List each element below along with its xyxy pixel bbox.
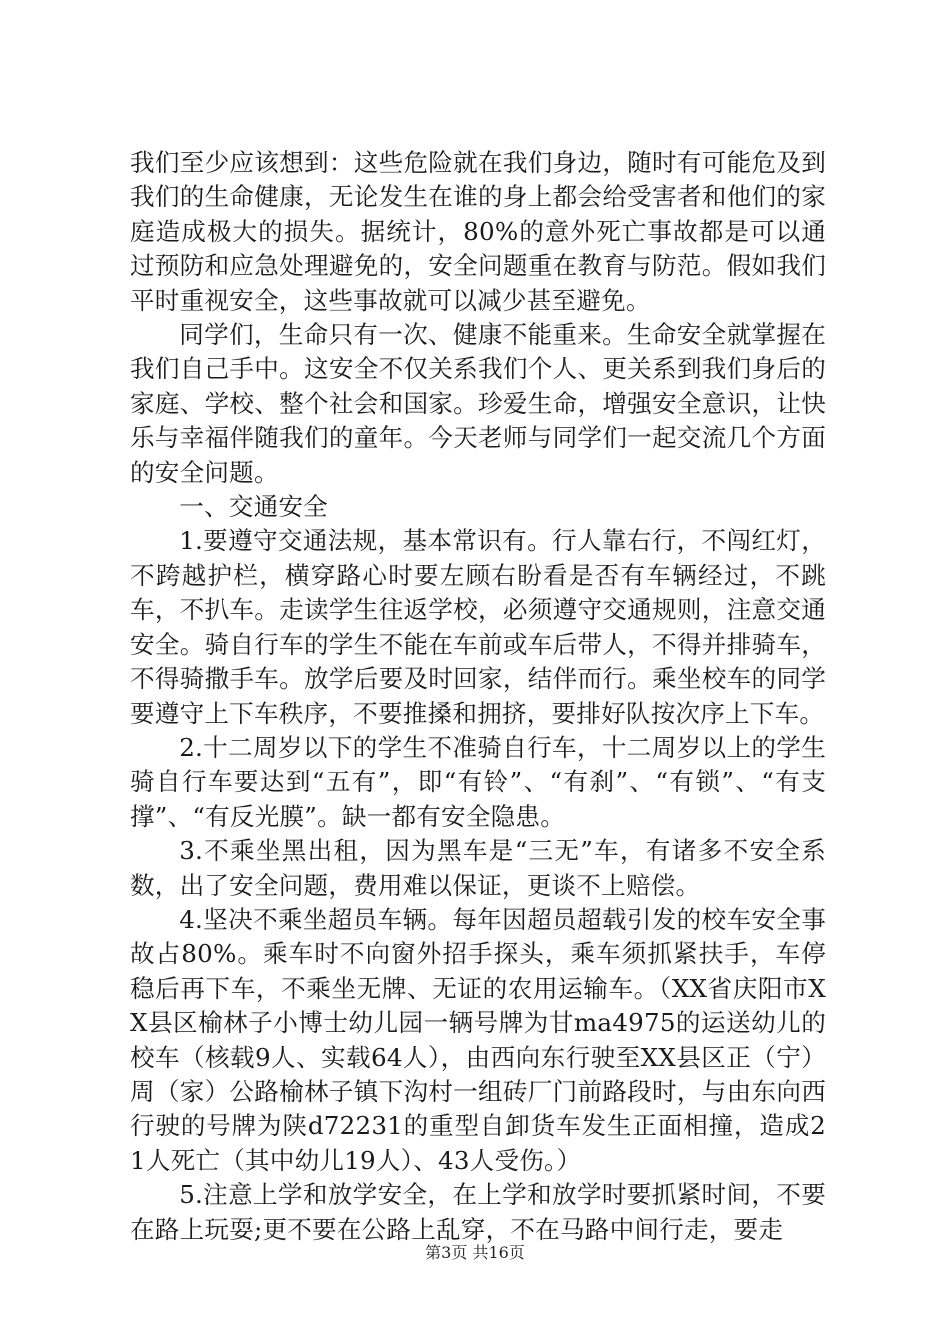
page-footer: 第3页 共16页 <box>425 1243 525 1262</box>
document-body <box>130 146 826 1247</box>
paragraph-2: 同学们，生命只有一次、健康不能重来。生命安全就掌握在我们自己手中。这安全不仅关系我们个人、更关系到我们身后的家庭、学校、整个社会和国家。珍爱生命，增强安全意识，让快乐与幸福伴随我们的童年。今天老师与同学们一起交流几个方面的安全问题。 <box>130 320 826 487</box>
section-heading-traffic: 一、交通安全 <box>179 492 328 522</box>
paragraph-item-3: 3.不乘坐黑出租，因为黑车是“三无”车，有诸多不安全系数，出了安全问题，费用难以保证，更谈不上赔偿。 <box>130 836 826 900</box>
paragraph-1: 我们至少应该想到：这些危险就在我们身边，随时有可能危及到我们的生命健康，无论发生在谁的身上都会给受害者和他们的家庭造成极大的损失。据统计，80%的意外死亡事故都是可以通过预防和应急处理避免的，安全问题重在教育与防范。假如我们平时重视安全，这些事故就可以减少甚至避免。 <box>130 148 826 315</box>
paragraph-item-4: 4.坚决不乘坐超员车辆。每年因超员超载引发的校车安全事故占80%。乘车时不向窗外招手探头，乘车须抓紧扶手，车停稳后再下车，不乘坐无牌、无证的农用运输车。（XX省庆阳市XX县区榆林子小博士幼儿园一辆号牌为甘ma4975的运送幼儿的校车（核载9人、实载64人），由西向东行驶至XX县区正（宁）周（家）公路榆林子镇下沟村一组砖厂门前路段时，与由东向西行驶的号牌为陕d72231的重型自卸货车发生正面相撞，造成21人死亡（其中幼儿19人）、43人受伤。） <box>130 904 826 1175</box>
paragraph-item-5: 5.注意上学和放学安全，在上学和放学时要抓紧时间，不要在路上玩耍;更不要在公路上乱穿，不在马路中间行走，要走 <box>130 1180 826 1244</box>
paragraph-item-1: 1.要遵守交通法规，基本常识有。行人靠右行，不闯红灯，不跨越护栏，横穿路心时要左顾右盼看是否有车辆经过，不跳车，不扒车。走读学生往返学校，必须遵守交通规则，注意交通安全。骑自行车的学生不能在车前或车后带人，不得并排骑车，不得骑撒手车。放学后要及时回家，结伴而行。乘坐校车的同学要遵守上下车秩序，不要推搡和拥挤，要排好队按次序上下车。 <box>130 526 826 728</box>
paragraph-item-2: 2.十二周岁以下的学生不准骑自行车，十二周岁以上的学生骑自行车要达到“五有”，即“有铃”、“有刹”、“有锁”、“有支撑”、“有反光膜”。缺一都有安全隐患。 <box>130 732 826 831</box>
